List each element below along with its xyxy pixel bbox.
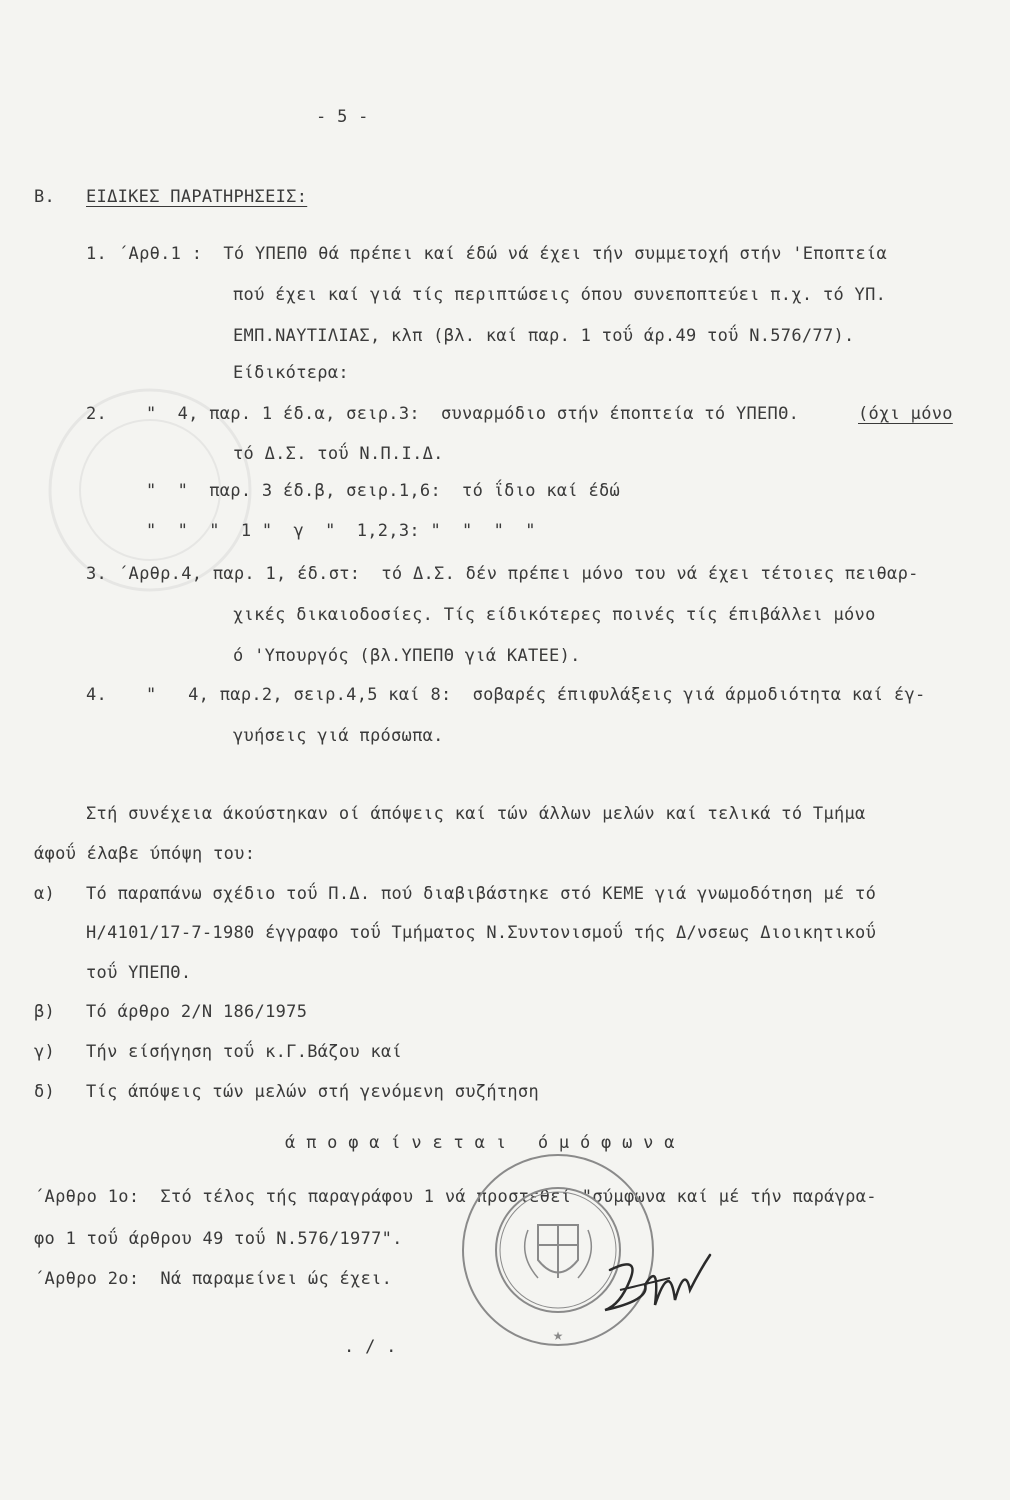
remark-2-line-1-tail: (όχι μόνο <box>858 404 953 424</box>
article-1-line-1: ΄Αρθρο 1ο: Στό τέλος τής παραγράφου 1 νά προστεθεί "σύμφωνα καί μέ τήν παράγρα- <box>34 1187 877 1207</box>
remark-3-line-3: ό 'Υπουργός (βλ.ΥΠΕΠΘ γιά ΚΑΤΕΕ). <box>233 646 581 666</box>
remark-1-line-2: πού έχει καί γιά τίς περιπτώσεις όπου συνεποπτεύει π.χ. τό ΥΠ. <box>233 285 887 305</box>
item-a-line-1: Τό παραπάνω σχέδιο τοΰ Π.Δ. πού διαβιβάστηκε στό ΚΕΜΕ γιά γνωμοδότηση μέ τό <box>86 884 877 904</box>
section-title: ΕΙΔΙΚΕΣ ΠΑΡΑΤΗΡΗΣΕΙΣ: <box>86 187 308 207</box>
remark-1-number: 1. <box>86 244 108 264</box>
remark-4-line-2: γυήσεις γιά πρόσωπα. <box>233 726 444 746</box>
remark-3-line-1: ΄Αρθρ.4, παρ. 1, έδ.στ: τό Δ.Σ. δέν πρέπει μόνο του νά έχει τέτοιες πειθαρ- <box>118 564 919 584</box>
body-paragraph-line-1: Στή συνέχεια άκούστηκαν οί άπόψεις καί τών άλλων μελών καί τελικά τό Τμήμα <box>86 804 866 824</box>
item-d-label: δ) <box>34 1082 56 1102</box>
remark-3-line-2: χικές δικαιοδοσίες. Τίς είδικότερες ποινές τίς έπιβάλλει μόνο <box>233 605 876 625</box>
svg-text:★: ★ <box>552 1329 564 1343</box>
handwritten-signature-icon <box>600 1250 720 1330</box>
item-b-label: β) <box>34 1002 56 1022</box>
remark-1-line-4: Είδικότερα: <box>233 363 349 383</box>
item-b-line-1: Τό άρθρο 2/Ν 186/1975 <box>86 1002 308 1022</box>
section-letter: B. <box>34 187 56 207</box>
remark-3-number: 3. <box>86 564 108 584</box>
item-c-label: γ) <box>34 1042 56 1062</box>
remark-2-line-3: " " παρ. 3 έδ.β, σειρ.1,6: τό ΐδιο καί έδώ <box>146 481 621 501</box>
remark-4-number: 4. <box>86 685 108 705</box>
item-a-label: α) <box>34 884 56 904</box>
continued-mark: . / . <box>344 1337 397 1357</box>
page-number: - 5 - <box>316 107 369 127</box>
remark-4-line-1: " 4, παρ.2, σειρ.4,5 καί 8: σοβαρές έπιφυλάξεις γιά άρμοδιότητα καί έγ- <box>146 685 926 705</box>
article-2-line-1: ΄Αρθρο 2ο: Νά παραμείνει ώς έχει. <box>34 1269 393 1289</box>
item-a-line-3: τοΰ ΥΠΕΠΘ. <box>86 963 192 983</box>
remark-1-line-3: ΕΜΠ.ΝΑΥΤΙΛΙΑΣ, κλπ (βλ. καί παρ. 1 τοΰ άρ.49 τοΰ Ν.576/77). <box>233 326 855 346</box>
item-a-line-2: Η/4101/17-7-1980 έγγραφο τοΰ Τμήματος Ν.Συντονισμοΰ τής Δ/νσεως Διοικητικοΰ <box>86 923 877 943</box>
item-c-line-1: Τήν είσήγηση τοΰ κ.Γ.Βάζου καί <box>86 1042 403 1062</box>
remark-2-line-1: " 4, παρ. 1 έδ.α, σειρ.3: συναρμόδιο στήν έποπτεία τό ΥΠΕΠΘ. <box>146 404 800 424</box>
remark-2-number: 2. <box>86 404 108 424</box>
article-1-line-2: φο 1 τοΰ άρθρου 49 τοΰ Ν.576/1977". <box>34 1229 403 1249</box>
body-paragraph-line-2: άφοΰ έλαβε ύπόψη του: <box>34 844 256 864</box>
remark-2-line-4: " " " 1 " γ " 1,2,3: " " " " <box>146 521 536 541</box>
item-d-line-1: Τίς άπόψεις τών μελών στή γενόμενη συζήτηση <box>86 1082 539 1102</box>
remark-2-line-2: τό Δ.Σ. τοΰ Ν.Π.Ι.Δ. <box>233 444 444 464</box>
remark-1-line-1: ΄Αρθ.1 : Τό ΥΠΕΠΘ θά πρέπει καί έδώ νά έχει τήν συμμετοχή στήν 'Εποπτεία <box>118 244 888 264</box>
decision-heading: ά π ο φ α ί ν ε τ α ι ό μ ό φ ω ν α <box>285 1133 675 1153</box>
